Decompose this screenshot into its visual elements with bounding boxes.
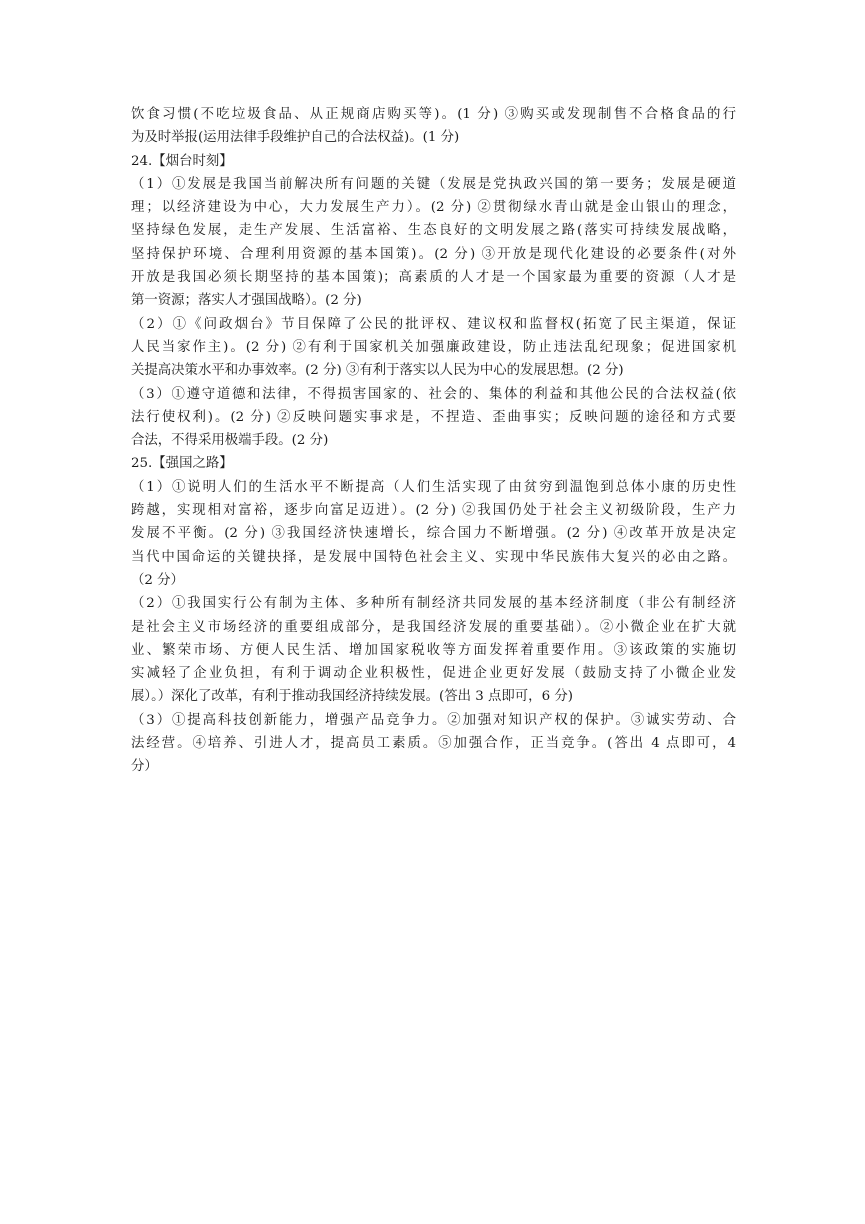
text-line-4: （1）①发展是我国当前解决所有问题的关键（发展是党执政兴国的第一要务；发展是硬道 <box>131 176 736 192</box>
text-line-12: 关提高决策水平和办事效率。(2 分) ③有利于落实以人民为中心的发展思想。(2 分) <box>131 363 624 379</box>
text-line-22: （2）①我国实行公有制为主体、多种所有制经济共同发展的基本经济制度（非公有制经济 <box>131 596 736 612</box>
text-line-28: 法经营。④培养、引进人才，提高员工素质。⑤加强合作，正当竞争。(答出 4 点即可，4 <box>131 736 736 752</box>
text-line-10: （2）①《问政烟台》节目保障了公民的批评权、建议权和监督权(拓宽了民主渠道，保证 <box>131 316 736 332</box>
answer-text <box>131 103 736 779</box>
text-line-7: 坚持保护环境、合理利用资源的基本国策)。(2 分) ③开放是现代化建设的必要条件(对外 <box>131 246 736 262</box>
text-line-18: 跨越，实现相对富裕，逐步向富足迈进）。(2 分) ②我国仍处于社会主义初级阶段，生产力 <box>131 503 736 519</box>
text-line-19: 发展不平衡。(2 分) ③我国经济快速增长，综合国力不断增强。(2 分) ④改革开放是决定 <box>131 526 736 542</box>
text-line-29: 分） <box>131 759 158 775</box>
section-heading-24: 24.【烟台时刻】 <box>131 153 233 169</box>
text-line-27: （3）①提高科技创新能力，增强产品竞争力。②加强对知识产权的保护。③诚实劳动、合 <box>131 712 736 728</box>
text-line-14: 法行使权利)。(2 分) ②反映问题实事求是，不捏造、歪曲事实；反映问题的途径和方式要 <box>131 409 736 425</box>
section-heading-25: 25.【强国之路】 <box>131 456 233 472</box>
text-line-24: 业、繁荣市场、方便人民生活、增加国家税收等方面发挥着重要作用。③该政策的实施切 <box>131 642 736 658</box>
text-line-15: 合法，不得采用极端手段。(2 分) <box>131 433 329 449</box>
text-line-11: 人民当家作主)。(2 分) ②有利于国家机关加强廉政建设，防止违法乱纪现象；促进国家机 <box>131 339 736 355</box>
text-line-5: 理；以经济建设为中心，大力发展生产力）。(2 分) ②贯彻绿水青山就是金山银山的理念， <box>131 200 736 216</box>
text-line-20: 当代中国命运的关键抉择，是发展中国特色社会主义、实现中华民族伟大复兴的必由之路。 <box>131 549 736 565</box>
text-line-13: （3）①遵守道德和法律，不得损害国家的、社会的、集体的利益和其他公民的合法权益(依 <box>131 386 736 402</box>
text-line-17: （1）①说明人们的生活水平不断提高（人们生活实现了由贫穷到温饱到总体小康的历史性 <box>131 479 736 495</box>
text-line-6: 坚持绿色发展，走生产发展、生活富裕、生态良好的文明发展之路(落实可持续发展战略， <box>131 223 736 239</box>
text-line-25: 实减轻了企业负担，有利于调动企业积极性，促进企业更好发展（鼓励支持了小微企业发 <box>131 666 736 682</box>
text-line-23: 是社会主义市场经济的重要组成部分，是我国经济发展的重要基础）。②小微企业在扩大就 <box>131 619 736 635</box>
text-line-9: 第一资源；落实人才强国战略）。(2 分) <box>131 293 362 309</box>
text-line-8: 开放是我国必须长期坚持的基本国策)；高素质的人才是一个国家最为重要的资源（人才是 <box>131 270 736 286</box>
text-line-1: 饮食习惯(不吃垃圾食品、从正规商店购买等)。(1 分) ③购买或发现制售不合格食品的行 <box>131 107 736 122</box>
text-line-21: （2 分） <box>131 572 184 588</box>
text-line-2: 为及时举报(运用法律手段维护自己的合法权益)。(1 分) <box>131 130 460 146</box>
text-line-26: 展）。）深化了改革，有利于推动我国经济持续发展。(答出 3 点即可，6 分) <box>131 689 573 705</box>
